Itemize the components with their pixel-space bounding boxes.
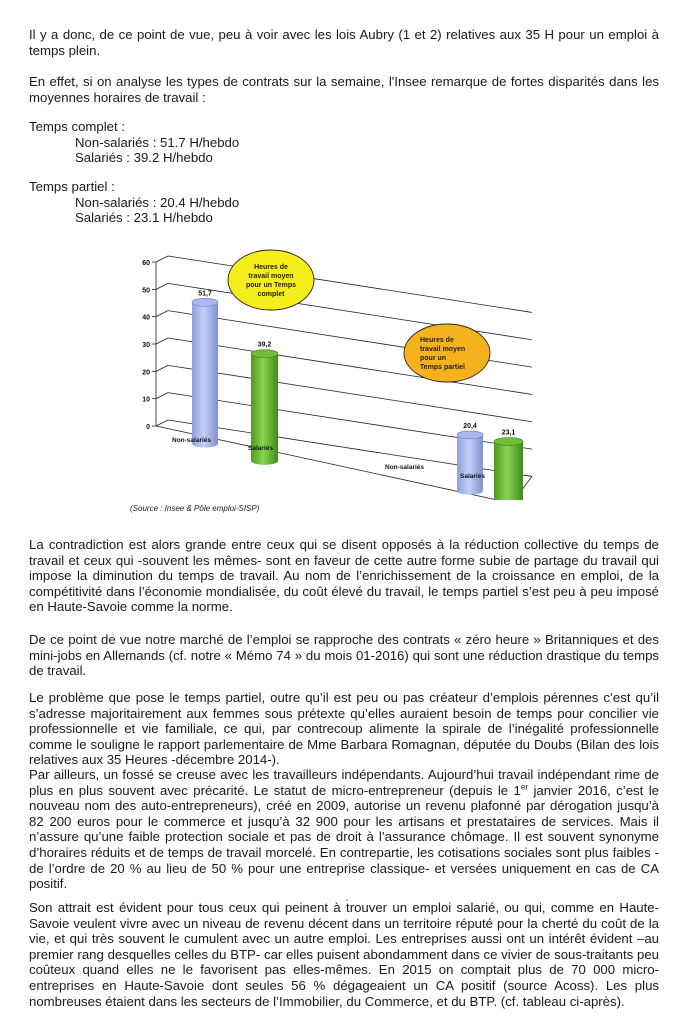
- category-label: Salariés: [248, 445, 273, 452]
- paragraph-analyse: En effet, si on analyse les types de contrats sur la semaine, l'Insee remarque de fortes disparités dans les moyennes horaires de travail :: [29, 74, 659, 105]
- bar-top: [494, 437, 523, 445]
- annotation-text: complet: [257, 291, 285, 298]
- annotation-text: pour un Temps: [245, 282, 297, 289]
- chart-source-caption: (Source : Insee & Pôle emploi-SISP): [130, 504, 260, 513]
- gridline-depth: [156, 365, 168, 371]
- category-label: Non-salariés: [172, 437, 212, 444]
- y-tick-label: 30: [142, 342, 150, 349]
- scan-speck: ˛: [346, 891, 349, 901]
- y-tick-label: 60: [142, 260, 150, 267]
- paragraph-marche-emploi: De ce point de vue notre marché de l’emploi se rapproche des contrats « zéro heure » Britanniques et des mini-jobs en Allemands (cf. notre « Mémo 74 » du mois 01-2016) qui sont une réduction drastique du temps de travail.: [29, 632, 659, 679]
- annotation-bubble: [228, 250, 314, 310]
- temps-complet-non-salaries: Non-salariés : 51.7 H/hebdo: [75, 134, 240, 150]
- annotation-text: Heures de: [254, 264, 288, 271]
- category-label: Salariés: [460, 473, 485, 480]
- annotation-text: pour un: [420, 355, 447, 362]
- paragraph-independants: [29, 767, 659, 892]
- bar-base: [251, 457, 278, 465]
- bar-top: [251, 350, 278, 358]
- category-label: Non-salariés: [385, 464, 425, 471]
- annotation-text: Heures de: [420, 337, 454, 344]
- temps-partiel-block: [29, 179, 659, 226]
- annotation-text: Temps partiel: [420, 364, 465, 371]
- data-label: 39,2: [257, 341, 272, 349]
- temps-complet-heading: Temps complet :: [29, 119, 126, 134]
- annotation-bubble: [404, 324, 490, 382]
- gridline: [168, 283, 532, 339]
- bar-body: [192, 302, 218, 443]
- bar-top: [457, 431, 483, 439]
- temps-complet-salaries: Salariés : 39.2 H/hebdo: [75, 150, 213, 166]
- independants-text-2: janvier 2016, c’est le nouveau nom des auto-entrepreneurs), créé en 2009, autorise un revenu plafonné par dérogation jusqu’à 82 200 euros pour le commerce et jusqu’à 32 900 pour les artisans et prestataires de services. Mais il n’assure qu’une faible protection sociale et pas de droit à l’assurance chômage. Il est souvent synonyme d’horaires réduits et de temps de travail morcelé. En contrepartie, les cotisations sociales sont plus faibles -de l’ordre de 20 % au lieu de 50 % pour une entreprise classique- et versées uniquement en cas de CA positif.: [29, 782, 659, 892]
- gridline-depth: [156, 338, 168, 344]
- gridline-depth: [156, 420, 168, 426]
- gridline-depth: [156, 256, 168, 262]
- temps-partiel-heading: Temps partiel :: [29, 179, 115, 194]
- y-tick-label: 40: [142, 314, 150, 322]
- bar-body: [457, 435, 483, 491]
- paragraph-probleme: Le problème que pose le temps partiel, outre qu’il est peu ou pas créateur d’emplois pérennes c’est qu’il s’adresse majoritairement aux femmes sous prétexte qu’elles auraient besoin de temps pour concilier vie professionnelle et vie familiale, ce qui, par contrecoup alimente la spirale de l’inégalité professionnelle comme le souligne le rapport parlementaire de Mme Barbara Romagnan, députée du Doubs (Bilan des lois relatives aux 35 Heures -décembre 2014-).: [29, 690, 659, 768]
- gridline-depth: [156, 311, 168, 317]
- temps-complet-block: [29, 119, 659, 166]
- paragraph-contradiction: La contradiction est alors grande entre ceux qui se disent opposés à la réduction collective du temps de travail et ceux qui -souvent les mêmes- sont en faveur de cette autre forme subie de partage du travail qui impose la diminution du temps de travail. Au nom de l’enrichissement de la croissance en emploi, de la compétitivité dans l’économie mondialisée, du coût élevé du travail, le temps partiel s’est peu à peu imposé en Haute-Savoie comme la norme.: [29, 537, 659, 615]
- gridline: [168, 256, 532, 312]
- y-tick-label: 50: [142, 287, 150, 295]
- data-label: 23,1: [501, 429, 516, 437]
- paragraph-attrait: Son attrait est évident pour tous ceux qui peinent à trouver un emploi salarié, ou qui, comme en Haute-Savoie veulent vivre avec un niveau de revenu décent dans un territoire réputé pour la cherté du coût de la vie, et qui très souvent le cumulent avec un autre emploi. Les entreprises aussi ont un intérêt évident –au premier rang desquelles celles du BTP- car elles puisent abondamment dans ce vivier de sous-traitants peu coûteux quand elles ne le favorisent pas elles-mêmes. En 2015 on comptait plus de 70 000 micro-entreprises en Haute-Savoie dont seules 56 % dégageaient un CA positif (source Acoss). Les plus nombreuses étaient dans les secteurs de l’Immobilier, du Commerce, et du BTP. (cf. tableau ci-après).: [29, 900, 659, 1009]
- ordinal-superscript: er: [520, 782, 529, 792]
- annotation-text: travail moyen: [248, 273, 294, 280]
- temps-partiel-salaries: Salariés : 23.1 H/hebdo: [75, 210, 213, 226]
- hours-bar-chart: [130, 240, 550, 500]
- data-label: 20,4: [463, 422, 477, 430]
- paragraph-intro: Il y a donc, de ce point de vue, peu à voir avec les lois Aubry (1 et 2) relatives aux 35 H pour un emploi à temps plein.: [29, 27, 659, 58]
- bar-body: [494, 441, 523, 500]
- gridline-depth: [156, 283, 168, 289]
- bar-top: [192, 298, 218, 306]
- y-tick-label: 0: [146, 424, 150, 431]
- bar-base: [457, 487, 483, 495]
- data-label: 51,7: [198, 290, 212, 298]
- annotation-text: travail moyen: [420, 346, 466, 353]
- temps-partiel-non-salaries: Non-salariés : 20.4 H/hebdo: [75, 194, 240, 210]
- independants-text-1: Par ailleurs, un fossé se creuse avec les travailleurs indépendants. Aujourd’hui travail indépendant rime de plus en plus souvent avec précarité. Le statut de micro-entrepreneur (depuis le 1: [29, 767, 659, 798]
- y-tick-label: 20: [142, 369, 150, 377]
- y-tick-label: 10: [142, 396, 150, 404]
- gridline-depth: [156, 393, 168, 399]
